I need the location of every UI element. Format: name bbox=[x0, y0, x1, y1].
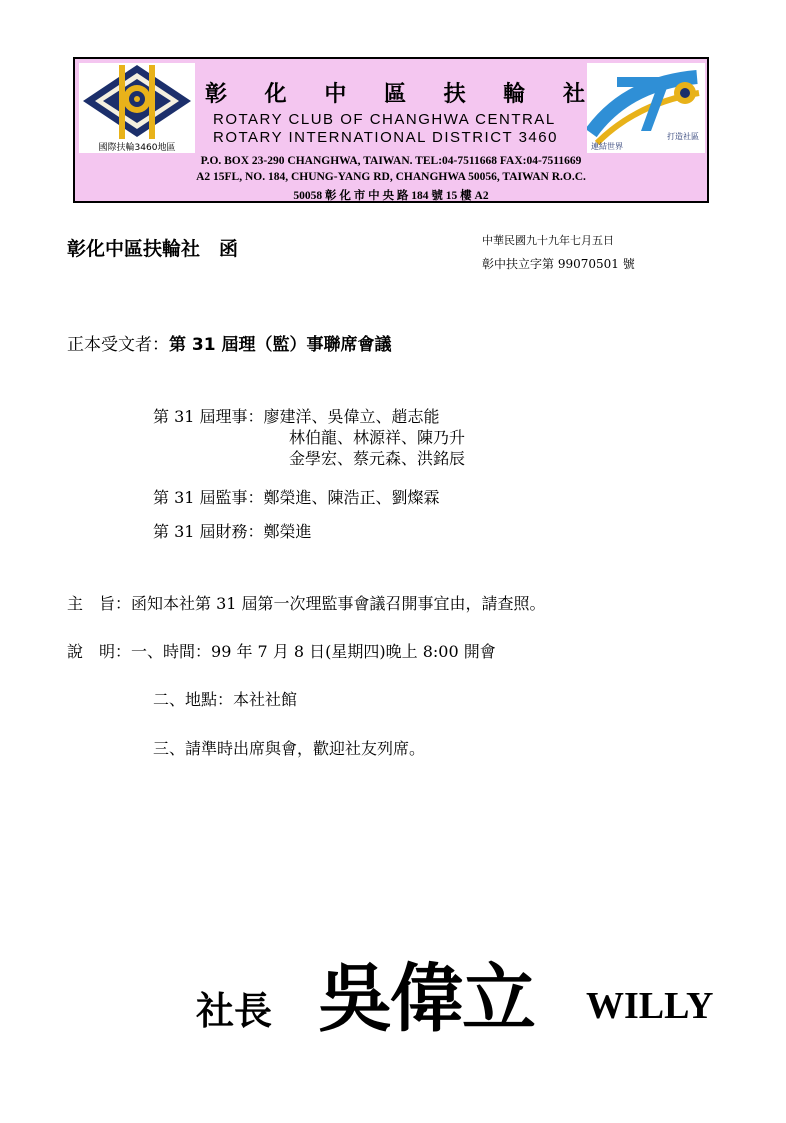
title-char: 化 bbox=[264, 82, 287, 107]
recipient-value: 第 31 屆理（監）事聯席會議 bbox=[169, 335, 392, 355]
directors-label: 第 31 屆理事： bbox=[153, 407, 264, 426]
district-logo bbox=[79, 63, 195, 153]
title-char: 彰 bbox=[205, 82, 228, 107]
document-number: 彰中扶立字第 99070501 號 bbox=[482, 257, 635, 271]
title-char: 區 bbox=[383, 82, 406, 107]
title-char: 輪 bbox=[503, 82, 526, 107]
district-name-en: ROTARY INTERNATIONAL DISTRICT 3460 bbox=[213, 129, 558, 146]
letterhead bbox=[73, 57, 709, 203]
explanation-item-3: 三、請準時出席與會，歡迎社友列席。 bbox=[153, 739, 426, 758]
explanation-label: 說 明： bbox=[67, 642, 132, 661]
treasurer-name: 鄭榮進 bbox=[263, 522, 312, 541]
signature-name-en: WILLY bbox=[586, 985, 714, 1027]
rotary-district-emblem-icon bbox=[79, 63, 195, 141]
treasurer-row bbox=[153, 519, 312, 542]
supervisors-row bbox=[153, 485, 440, 508]
subject-row bbox=[67, 591, 546, 614]
treasurer-label: 第 31 屆財務： bbox=[153, 522, 264, 541]
address-line-2: A2 15FL, NO. 184, CHUNG-YANG RD, CHANGHWA 50056, TAIWAN R.O.C. bbox=[196, 171, 586, 183]
directors-list-2: 林伯龍、林源祥、陳乃升 bbox=[289, 428, 466, 447]
recipient-line bbox=[67, 330, 392, 355]
sender-heading: 彰化中區扶輪社 函 bbox=[67, 238, 239, 260]
directors-list-3: 金學宏、蔡元森、洪銘辰 bbox=[289, 449, 466, 468]
explanation-row bbox=[67, 639, 496, 662]
supervisors-list: 鄭榮進、陳浩正、劉燦霖 bbox=[263, 488, 440, 507]
theme-text-1: 打造社區 bbox=[667, 132, 699, 141]
title-char: 社 bbox=[562, 82, 585, 107]
club-name-en: ROTARY CLUB OF CHANGHWA CENTRAL bbox=[213, 111, 556, 128]
signature-title: 社長 bbox=[196, 989, 273, 1033]
explanation-item-2: 二、地點：本社社館 bbox=[153, 690, 298, 709]
supervisors-label: 第 31 屆監事： bbox=[153, 488, 264, 507]
directors-row bbox=[153, 404, 440, 427]
theme-logo bbox=[587, 63, 705, 153]
district-caption: 國際扶輪3460地區 bbox=[98, 143, 176, 153]
directors-list-1: 廖建洋、吳偉立、趙志能 bbox=[263, 407, 440, 426]
explanation-item-1: 一、時間：99 年 7 月 8 日(星期四)晚上 8:00 開會 bbox=[131, 642, 496, 661]
theme-70-emblem-icon bbox=[587, 63, 705, 153]
subject-label: 主 旨： bbox=[67, 594, 132, 613]
document-date: 中華民國九十九年七月五日 bbox=[482, 234, 614, 247]
address-line-1: P.O. BOX 23-290 CHANGHWA, TAIWAN. TEL:04-7511668 FAX:04-7511669 bbox=[200, 155, 582, 167]
recipient-label: 正本受文者： bbox=[67, 335, 169, 355]
signature-name: 吳偉立 bbox=[318, 956, 534, 1042]
address-line-3: 50058 彰 化 市 中 央 路 184 號 15 樓 A2 bbox=[293, 190, 489, 202]
subject-text: 函知本社第 31 屆第一次理監事會議召開事宜由，請查照。 bbox=[131, 594, 546, 613]
title-char: 扶 bbox=[443, 82, 466, 107]
title-char: 中 bbox=[324, 82, 347, 107]
theme-text-2: 連結世界 bbox=[591, 142, 623, 151]
club-title-zh bbox=[205, 77, 585, 107]
